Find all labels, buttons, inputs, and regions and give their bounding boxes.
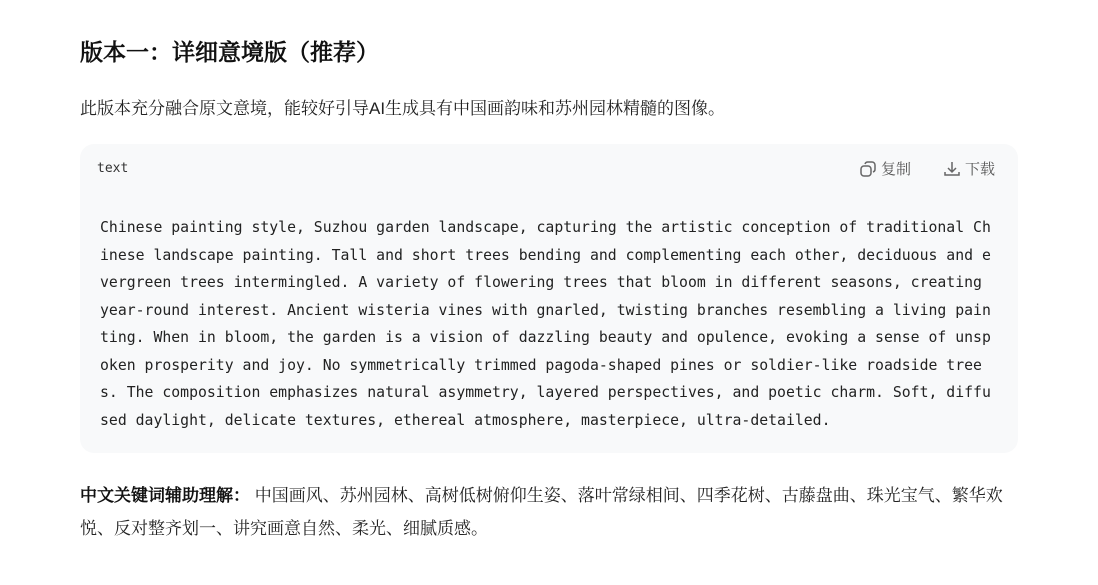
section-heading: 版本一：详细意境版（推荐） [80, 39, 379, 65]
code-block [80, 144, 1018, 453]
keywords-paragraph [80, 479, 1020, 545]
copy-label: 复制 [881, 161, 912, 178]
code-content: Chinese painting style, Suzhou garden landscape, capturing the artistic conception of traditional Chinese landscape painting. Tall and short trees bending and complementing each other, deciduous and evergreen trees intermingled. A variety of flowering trees that bloom in different seasons, creating year-round interest. Ancient wisteria vines with gnarled, twisting branches resembling a living painting. When in bloom, the garden is a vision of dazzling beauty and opulence, evoking a sense of unspoken prosperity and joy. No symmetrically trimmed pagoda-shaped pines or soldier-like roadside trees. The composition emphasizes natural asymmetry, layered perspectives, and poetic charm. Soft, diffused daylight, delicate textures, ethereal atmosphere, masterpiece, ultra-detailed. [100, 219, 991, 429]
code-language: text [97, 161, 129, 176]
download-button[interactable] [942, 158, 995, 179]
intro-text: 此版本充分融合原文意境，能较好引导AI生成具有中国画韵味和苏州园林精髓的图像。 [80, 99, 726, 118]
download-icon [942, 159, 962, 179]
copy-icon [858, 159, 878, 179]
download-label: 下载 [965, 161, 996, 178]
keywords-text: 中国画风、苏州园林、高树低树俯仰生姿、落叶常绿相间、四季花树、古藤盘曲、珠光宝气、繁华欢悦、反对整齐划一、讲究画意自然、柔光、细腻质感。 [80, 486, 1003, 538]
copy-button[interactable] [858, 158, 911, 179]
keywords-label: 中文关键词辅助理解： [80, 486, 250, 505]
